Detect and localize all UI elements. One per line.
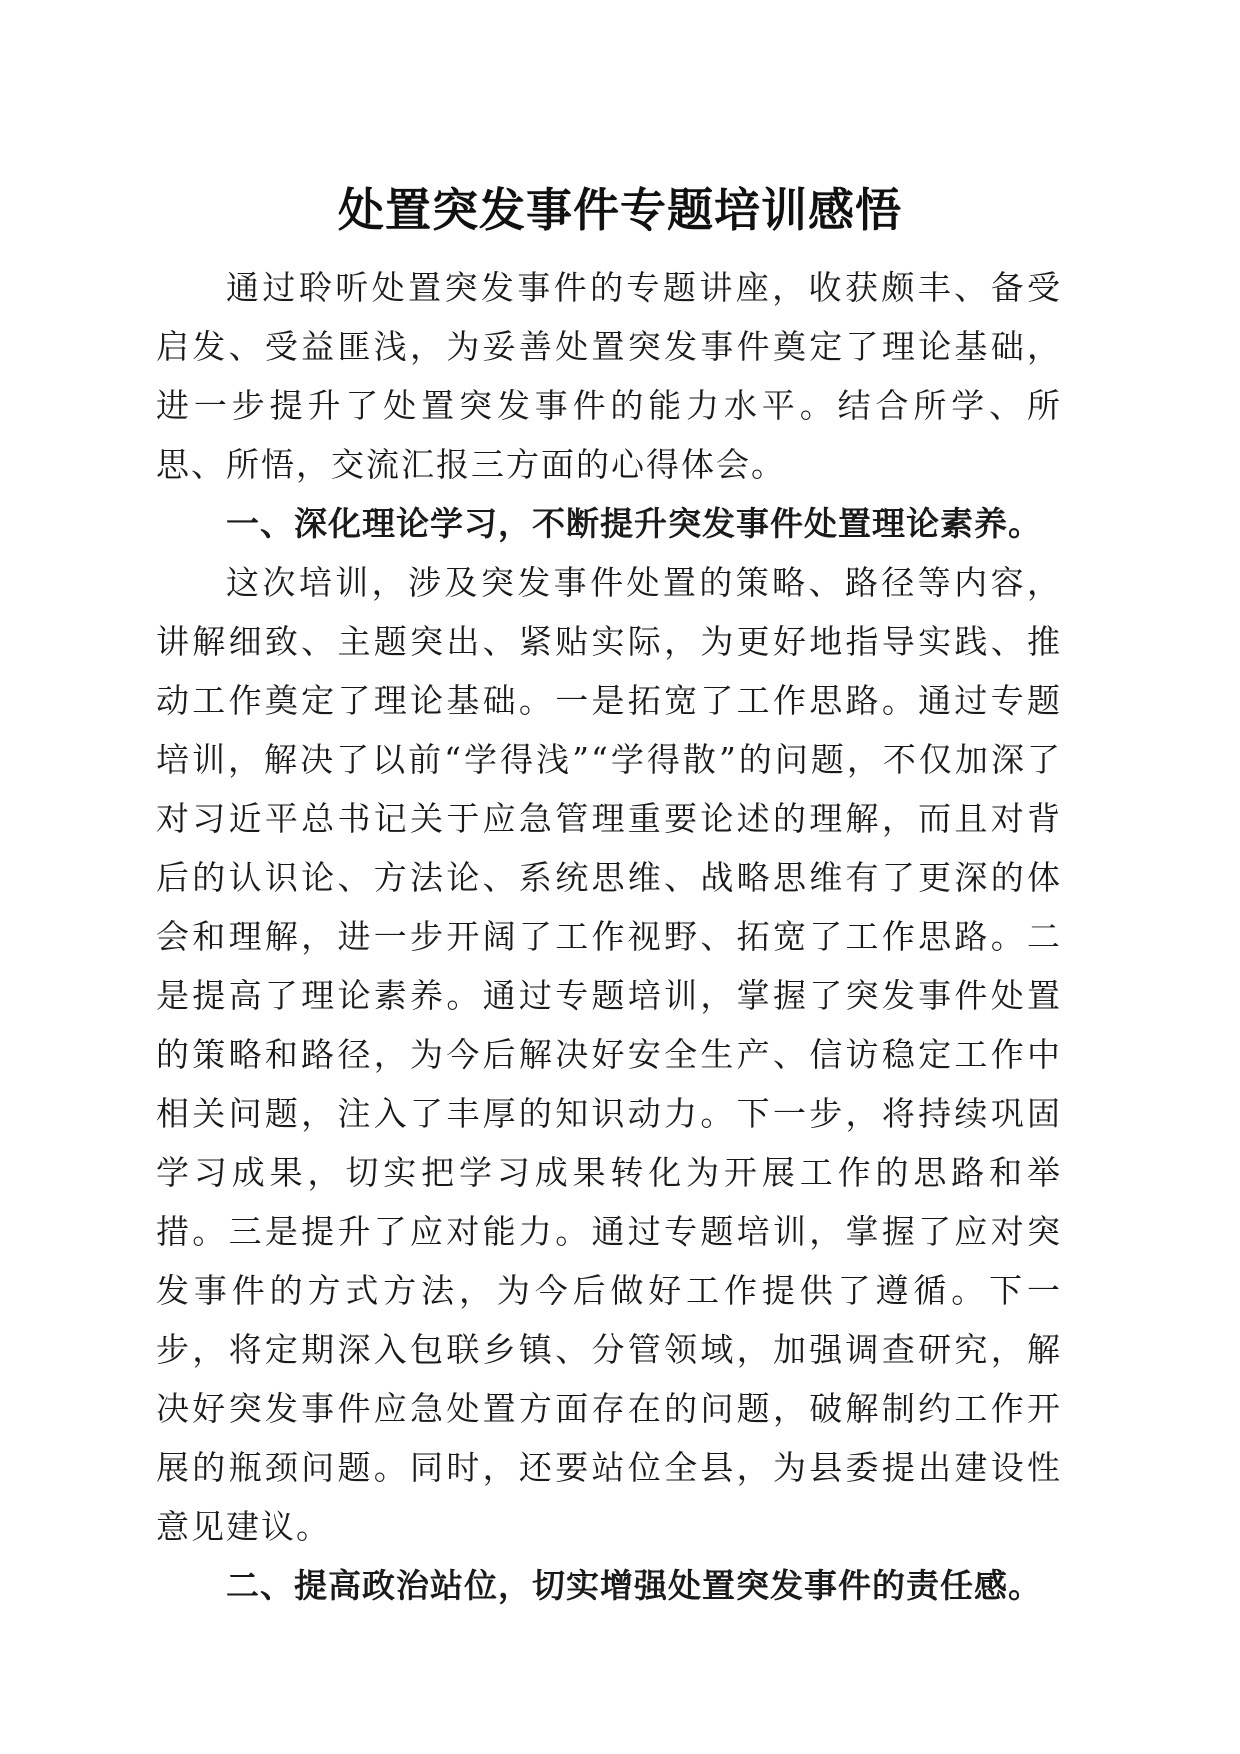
section-1-paragraph: 这次培训，涉及突发事件处置的策略、路径等内容，讲解细致、主题突出、紧贴实际，为更好地指导实践、推动工作奠定了理论基础。一是拓宽了工作思路。通过专题培训，解决了以前“学得浅”“学得散”的问题，不仅加深了对习近平总书记关于应急管理重要论述的理解，而且对背后的认识论、方法论、系统思维、战略思维有了更深的体会和理解，进一步开阔了工作视野、拓宽了工作思路。二是提高了理论素养。通过专题培训，掌握了突发事件处置的策略和路径，为今后解决好安全生产、信访稳定工作中相关问题，注入了丰厚的知识动力。下一步，将持续巩固学习成果，切实把学习成果转化为开展工作的思路和举措。三是提升了应对能力。通过专题培训，掌握了应对突发事件的方式方法，为今后做好工作提供了遵循。下一步，将定期深入包联乡镇、分管领域，加强调查研究，解决好突发事件应急处置方面存在的问题，破解制约工作开展的瓶颈问题。同时，还要站位全县，为县委提出建设性意见建议。: [156, 563, 1062, 1546]
intro-paragraph: 通过聆听处置突发事件的专题讲座，收获颇丰、备受启发、受益匪浅，为妥善处置突发事件奠定了理论基础，进一步提升了处置突发事件的能力水平。结合所学、所思、所悟，交流汇报三方面的心得体会。: [156, 268, 1062, 484]
document-body: [156, 258, 1062, 1615]
document-title: 处置突发事件专题培训感悟: [338, 183, 902, 237]
section-2-heading: 二、提高政治站位，切实增强处置突发事件的责任感。: [226, 1566, 1042, 1605]
section-1-heading: 一、深化理论学习，不断提升突发事件处置理论素养。: [226, 504, 1042, 543]
